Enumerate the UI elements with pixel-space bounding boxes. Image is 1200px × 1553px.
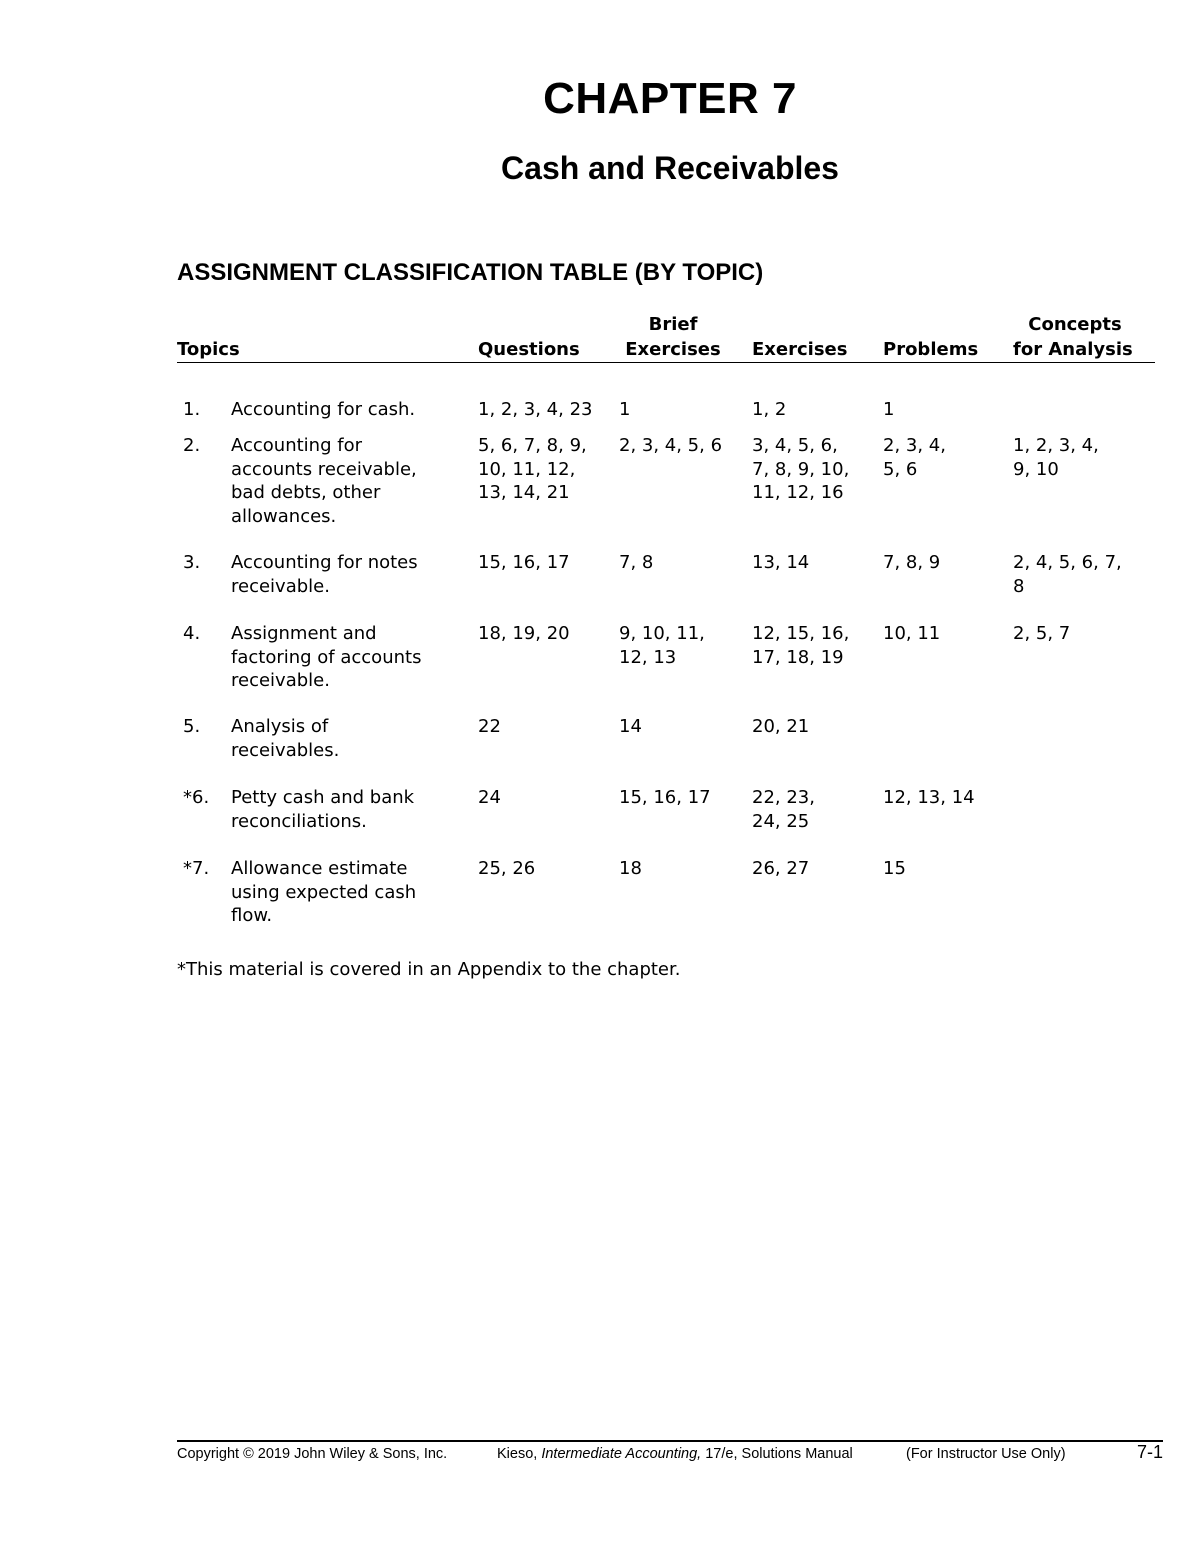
row-brief-exercises: 1 bbox=[619, 399, 631, 420]
header-brief-line2: Exercises bbox=[625, 339, 721, 360]
row-exercises: 20, 21 bbox=[752, 716, 810, 737]
row-problems: 7, 8, 9 bbox=[883, 552, 941, 573]
footer-book-edition: 17/e, Solutions Manual bbox=[701, 1446, 853, 1462]
row-questions: 24 bbox=[478, 787, 501, 808]
row-topic: Allowance estimate using expected cash flow. bbox=[231, 858, 417, 926]
footer-book-title: Intermediate Accounting, bbox=[541, 1446, 702, 1462]
footer-instructor-note: (For Instructor Use Only) bbox=[906, 1446, 1066, 1462]
row-brief-exercises: 7, 8 bbox=[619, 552, 654, 573]
chapter-subtitle: Cash and Receivables bbox=[501, 150, 839, 186]
row-number: 2. bbox=[183, 435, 201, 456]
row-problems: 15 bbox=[883, 858, 906, 879]
header-questions: Questions bbox=[478, 339, 580, 360]
page-footer bbox=[177, 1442, 1163, 1468]
row-topic: Analysis of receivables. bbox=[231, 716, 340, 761]
row-number: *7. bbox=[183, 858, 210, 879]
header-exercises: Exercises bbox=[752, 339, 848, 360]
row-questions: 15, 16, 17 bbox=[478, 552, 570, 573]
row-topic: Accounting for cash. bbox=[231, 399, 416, 420]
footer-book bbox=[497, 1446, 853, 1462]
row-exercises: 1, 2 bbox=[752, 399, 787, 420]
row-questions: 18, 19, 20 bbox=[478, 623, 570, 644]
header-brief-line1: Brief bbox=[648, 314, 698, 335]
row-exercises: 12, 15, 16, 17, 18, 19 bbox=[752, 623, 850, 668]
row-problems: 12, 13, 14 bbox=[883, 787, 975, 808]
row-exercises: 3, 4, 5, 6, 7, 8, 9, 10, 11, 12, 16 bbox=[752, 435, 850, 503]
row-number: 5. bbox=[183, 716, 201, 737]
row-problems: 10, 11 bbox=[883, 623, 941, 644]
row-exercises: 13, 14 bbox=[752, 552, 810, 573]
row-brief-exercises: 18 bbox=[619, 858, 642, 879]
row-topic: Accounting for notes receivable. bbox=[231, 552, 418, 597]
footer-copyright: Copyright © 2019 John Wiley & Sons, Inc. bbox=[177, 1446, 448, 1462]
header-concepts-line1: Concepts bbox=[1028, 314, 1122, 335]
row-problems: 1 bbox=[883, 399, 895, 420]
row-problems: 2, 3, 4, 5, 6 bbox=[883, 435, 946, 480]
row-number: 3. bbox=[183, 552, 201, 573]
row-number: 4. bbox=[183, 623, 201, 644]
chapter-title: CHAPTER 7 bbox=[543, 74, 797, 123]
row-topic: Accounting for accounts receivable, bad debts, other allowances. bbox=[231, 435, 417, 527]
assignment-classification-table bbox=[177, 312, 1155, 926]
appendix-footnote: *This material is covered in an Appendix to the chapter. bbox=[177, 959, 681, 980]
row-brief-exercises: 15, 16, 17 bbox=[619, 787, 711, 808]
row-questions: 1, 2, 3, 4, 23 bbox=[478, 399, 593, 420]
row-concepts: 1, 2, 3, 4, 9, 10 bbox=[1013, 435, 1099, 480]
row-number: 1. bbox=[183, 399, 201, 420]
row-topic: Petty cash and bank reconciliations. bbox=[231, 787, 415, 832]
row-exercises: 22, 23, 24, 25 bbox=[752, 787, 815, 832]
footer-divider bbox=[177, 1440, 1163, 1442]
row-brief-exercises: 14 bbox=[619, 716, 642, 737]
table-header bbox=[177, 312, 1155, 363]
row-exercises: 26, 27 bbox=[752, 858, 810, 879]
row-number: *6. bbox=[183, 787, 210, 808]
row-topic: Assignment and factoring of accounts receivable. bbox=[231, 623, 422, 691]
row-concepts: 2, 5, 7 bbox=[1013, 623, 1071, 644]
row-questions: 22 bbox=[478, 716, 501, 737]
row-brief-exercises: 9, 10, 11, 12, 13 bbox=[619, 623, 705, 668]
footer-page-number: 7-1 bbox=[1136, 1442, 1163, 1462]
row-questions: 25, 26 bbox=[478, 858, 536, 879]
section-heading: ASSIGNMENT CLASSIFICATION TABLE (BY TOPIC) bbox=[177, 259, 764, 286]
row-concepts: 2, 4, 5, 6, 7, 8 bbox=[1013, 552, 1122, 597]
row-brief-exercises: 2, 3, 4, 5, 6 bbox=[619, 435, 723, 456]
row-questions: 5, 6, 7, 8, 9, 10, 11, 12, 13, 14, 21 bbox=[478, 435, 587, 503]
header-topics: Topics bbox=[177, 339, 240, 360]
footer-book-author: Kieso, bbox=[497, 1446, 542, 1462]
header-problems: Problems bbox=[883, 339, 979, 360]
header-concepts-line2: for Analysis bbox=[1013, 339, 1133, 360]
